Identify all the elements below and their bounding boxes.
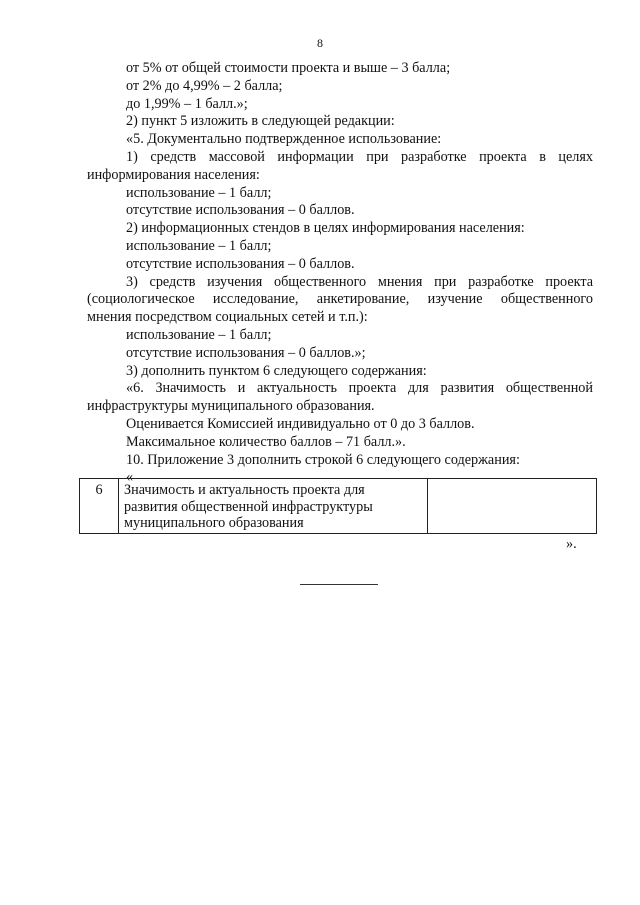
text-line: 2) пункт 5 изложить в следующей редакции: xyxy=(126,113,395,130)
text-line: Оценивается Комиссией индивидуально от 0 до 3 баллов. xyxy=(126,415,475,432)
row-number-cell: 6 xyxy=(80,479,119,534)
page-number: 8 xyxy=(317,36,323,50)
document-body xyxy=(87,60,593,487)
text-line: использование – 1 балл; xyxy=(126,326,272,343)
text-line: 1) средств массовой информации при разработке проекта в целях xyxy=(126,148,593,165)
text-line: использование – 1 балл; xyxy=(126,184,272,201)
text-line: от 5% от общей стоимости проекта и выше – 3 балла; xyxy=(126,60,451,76)
text-line: отсутствие использования – 0 баллов. xyxy=(126,255,355,272)
appendix-table xyxy=(79,478,597,534)
text-line: « xyxy=(126,469,134,486)
cell-text-line: Значимость и актуальность проекта для xyxy=(124,482,365,498)
text-line: отсутствие использования – 0 баллов.»; xyxy=(126,344,366,361)
text-line: (социологическое исследование, анкетирование, изучение общественного xyxy=(87,291,593,308)
text-line: до 1,99% – 1 балл.»; xyxy=(126,95,248,112)
text-line: 10. Приложение 3 дополнить строкой 6 следующего содержания: xyxy=(126,451,520,468)
text-line: 2) информационных стендов в целях информирования населения: xyxy=(126,220,525,237)
row-value-cell xyxy=(428,479,597,534)
text-line: отсутствие использования – 0 баллов. xyxy=(126,202,355,219)
text-line: 3) средств изучения общественного мнения при разработке проекта xyxy=(126,273,593,290)
text-line: от 2% до 4,99% – 2 балла; xyxy=(126,77,283,94)
text-line: «5. Документально подтвержденное использование: xyxy=(126,131,442,148)
table-row xyxy=(80,479,597,534)
text-line: использование – 1 балл; xyxy=(126,237,272,254)
closing-quote: ». xyxy=(566,536,577,552)
text-line: мнения посредством социальных сетей и т.п.): xyxy=(87,309,368,326)
cell-text-line: муниципального образования xyxy=(124,515,304,531)
end-separator-line xyxy=(300,584,378,585)
text-line: 3) дополнить пунктом 6 следующего содержания: xyxy=(126,362,427,379)
text-line: Максимальное количество баллов – 71 балл.». xyxy=(126,433,406,450)
text-line: «6. Значимость и актуальность проекта для развития общественной xyxy=(126,380,593,397)
text-line: информирования населения: xyxy=(87,166,260,183)
row-description-cell xyxy=(119,479,428,534)
cell-text-line: развития общественной инфраструктуры xyxy=(124,498,373,515)
text-line: инфраструктуры муниципального образования. xyxy=(87,398,375,415)
